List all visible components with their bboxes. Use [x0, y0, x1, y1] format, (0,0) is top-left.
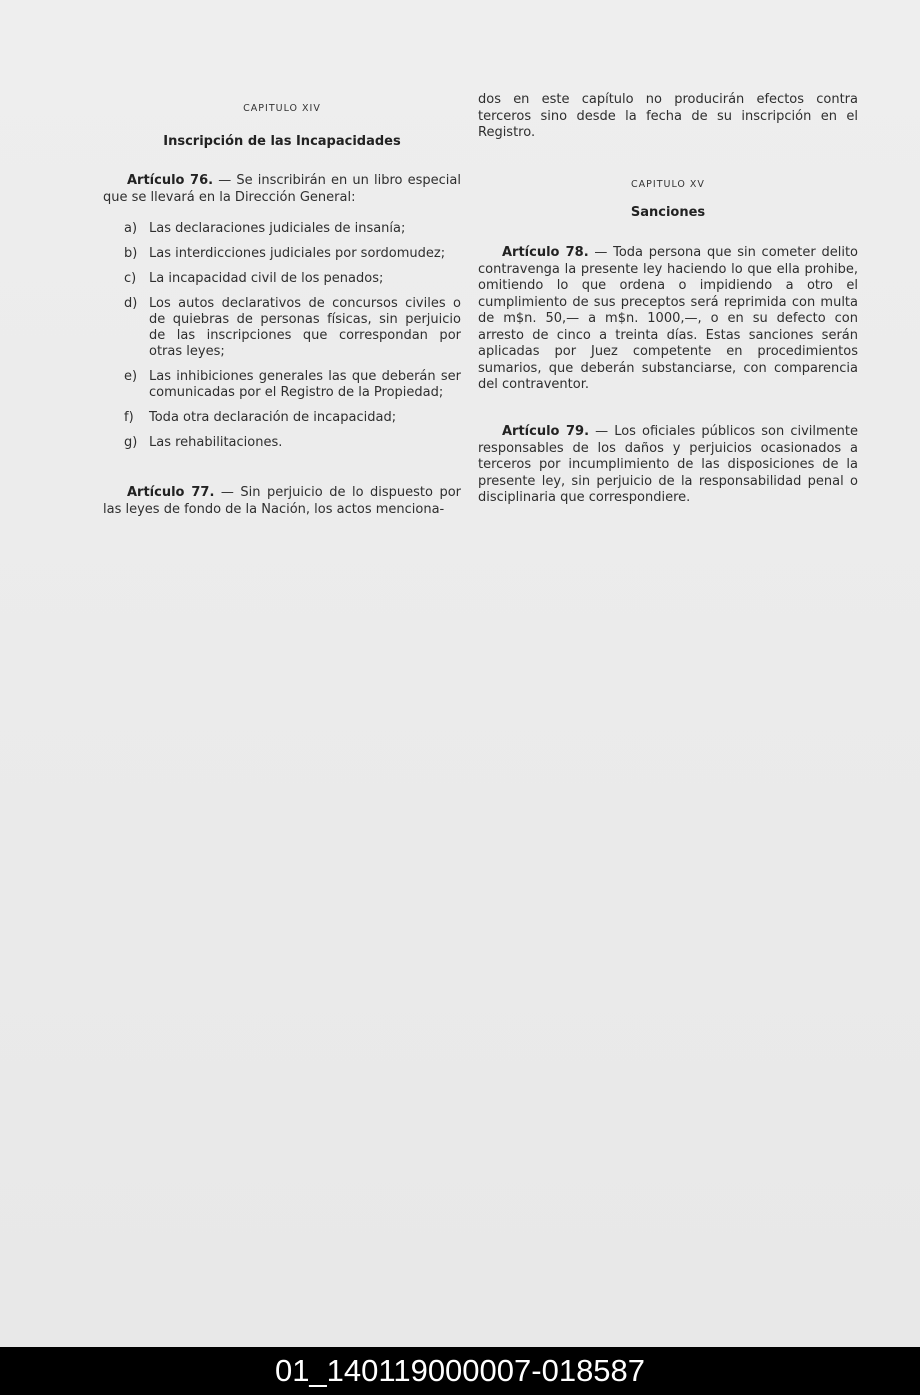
- article-76-text: — Se inscribirán en un libro especial que se llevará en la Dirección General:: [103, 173, 461, 205]
- article-76: [103, 173, 461, 206]
- list-item-text: Las declaraciones judiciales de insanía;: [149, 221, 406, 236]
- incapacity-list: [103, 221, 461, 460]
- list-item-text: Las inhibiciones generales las que deberán ser comunicadas por el Registro de la Propiedad;: [149, 369, 461, 400]
- chapter-heading-xiv: CAPITULO XIV: [243, 103, 321, 114]
- list-item: [103, 410, 461, 426]
- list-item-label: a): [124, 221, 138, 236]
- chapter-title-sanciones: Sanciones: [630, 205, 706, 220]
- article-79: [478, 424, 858, 507]
- list-item-label: g): [124, 435, 138, 450]
- list-item-label: e): [124, 369, 138, 384]
- document-id-footer: 01_140119000007-018587: [0, 1347, 920, 1395]
- article-78-label: Artículo 78.: [502, 245, 589, 260]
- list-item-label: d): [124, 296, 138, 311]
- list-item: [103, 435, 461, 451]
- article-76-label: Artículo 76.: [127, 173, 214, 188]
- article-79-text: — Los oficiales públicos son civilmente responsables de los daños y perjuicios ocasionados a terceros por incumplimiento de las disposiciones de la presente ley, sin perjuicio de la responsabilidad penal o disciplinaria que correspondiere.: [478, 424, 859, 505]
- list-item: [103, 221, 461, 237]
- list-item-label: b): [124, 246, 138, 261]
- article-79-label: Artículo 79.: [502, 424, 590, 439]
- article-78: [478, 245, 858, 394]
- article-77-continuation: dos en este capítulo no producirán efectos contra terceros sino desde la fecha de su inscripción en el Registro.: [478, 92, 858, 140]
- chapter-heading-xv: CAPITULO XV: [631, 179, 705, 190]
- list-item-label: f): [124, 410, 134, 425]
- list-item: [103, 246, 461, 262]
- list-item-text: La incapacidad civil de los penados;: [149, 271, 384, 286]
- chapter-title-incapacidades: Inscripción de las Incapacidades: [163, 134, 401, 149]
- article-78-text: — Toda persona que sin cometer delito contravenga la presente ley haciendo lo que ella prohibe, omitiendo lo que ordena o impidiendo a otro el cumplimiento de sus preceptos será reprimida con multa de m$n. 50,— a m$n. 1000,—, o en su defecto con arresto de cinco a treinta días. Estas sanciones serán aplicadas por Juez competente en procedimientos sumarios, que deberán substanciarse, con comparencia del contraventor.: [478, 245, 858, 392]
- list-item-text: Los autos declarativos de concursos civiles o de quiebras de personas físicas, sin perjuicio de las inscripciones que correspondan por otras leyes;: [149, 296, 461, 359]
- list-item: [103, 296, 461, 360]
- list-item-label: c): [124, 271, 137, 286]
- article-77-label: Artículo 77.: [127, 485, 215, 500]
- article-77-text: — Sin perjuicio de lo dispuesto por las leyes de fondo de la Nación, los actos menciona-: [103, 485, 461, 517]
- list-item: [103, 271, 461, 287]
- list-item-text: Las rehabilitaciones.: [149, 435, 283, 450]
- list-item: [103, 369, 461, 401]
- article-77: [103, 485, 461, 518]
- list-item-text: Las interdicciones judiciales por sordomudez;: [149, 246, 446, 261]
- list-item-text: Toda otra declaración de incapacidad;: [149, 410, 397, 425]
